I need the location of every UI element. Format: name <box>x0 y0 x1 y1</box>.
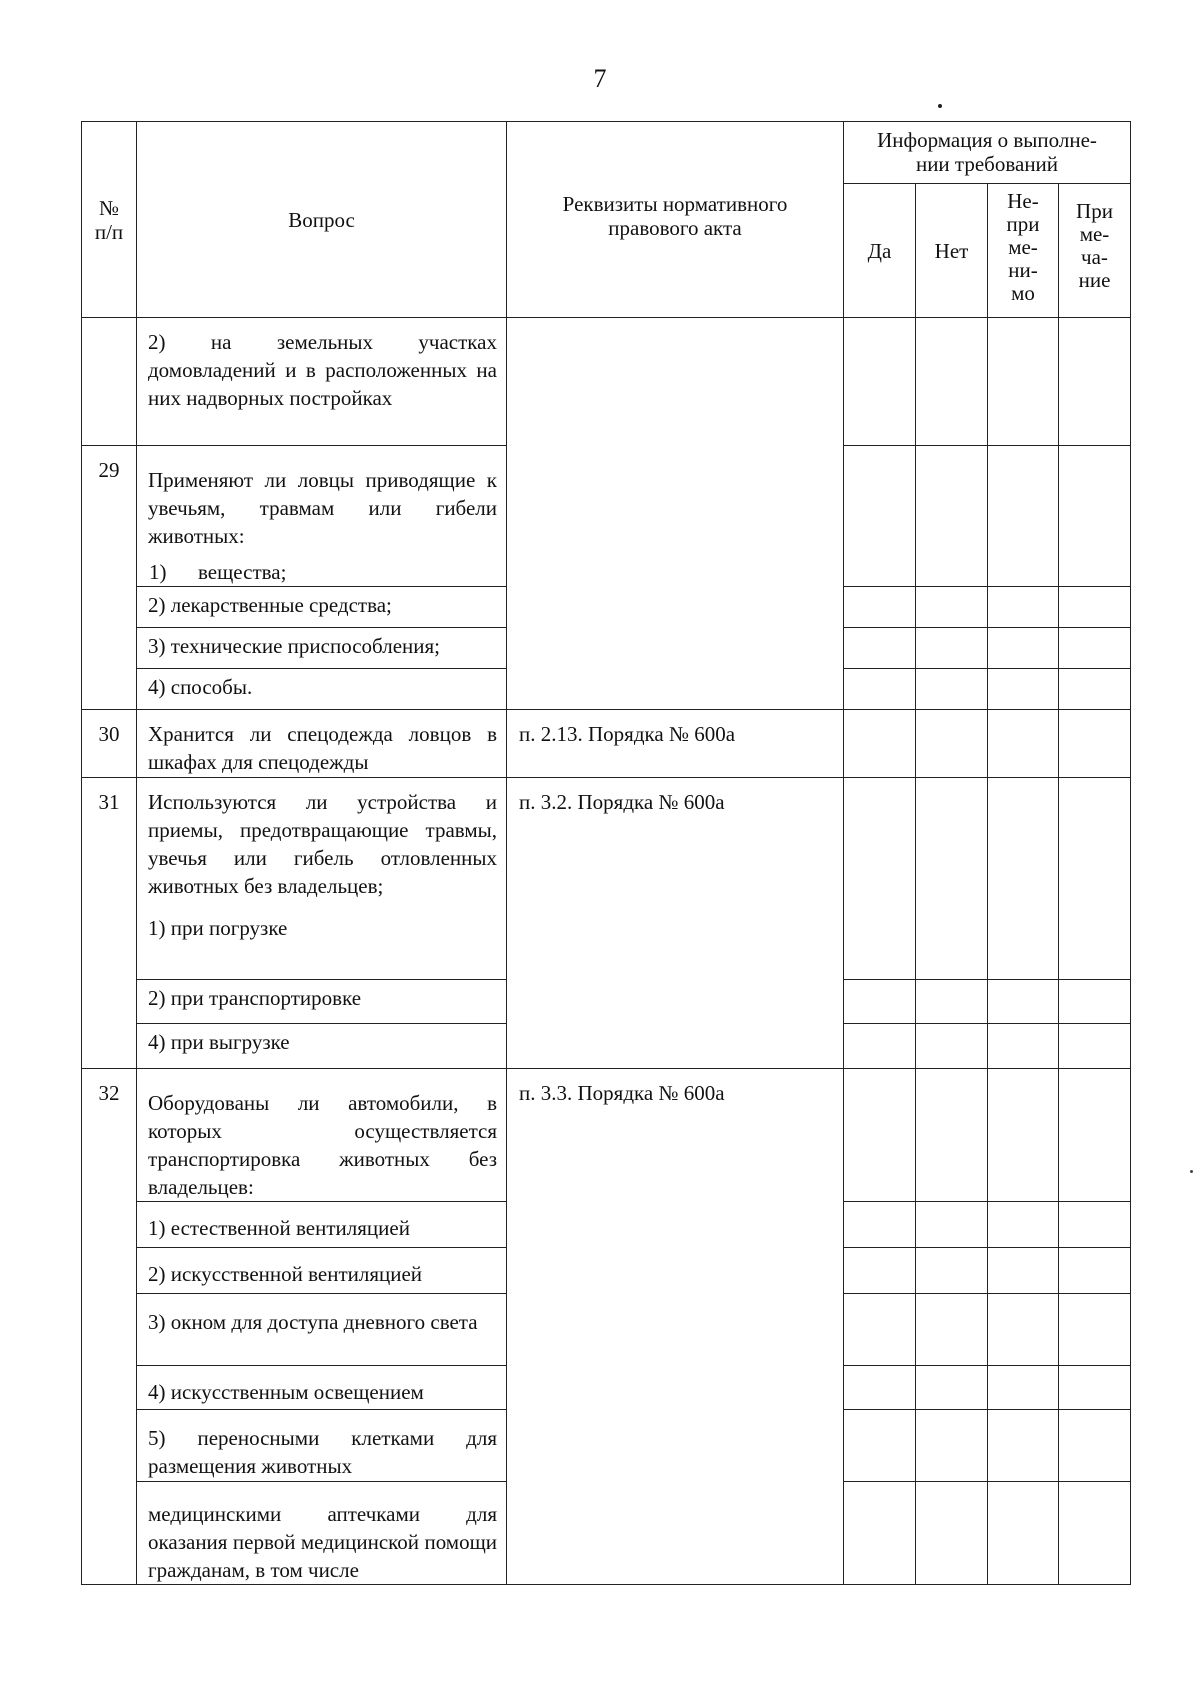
answer-na-cell <box>988 1069 1059 1202</box>
answer-no-cell <box>916 980 988 1024</box>
sub-item: 5) переносными клетками для размещения животных <box>137 1410 507 1482</box>
answer-yes-cell <box>844 710 916 778</box>
scan-speck <box>1190 1170 1193 1173</box>
answer-na-cell <box>988 1294 1059 1366</box>
requisites-cell: п. 3.3. Порядка № 600а <box>507 1069 844 1585</box>
answer-note-cell <box>1059 1248 1131 1294</box>
answer-note-cell <box>1059 628 1131 669</box>
requisites-cell: п. 3.2. Порядка № 600а <box>507 778 844 1069</box>
answer-no-cell <box>916 628 988 669</box>
answer-na-cell <box>988 1248 1059 1294</box>
answer-note-cell <box>1059 318 1131 446</box>
answer-no-cell <box>916 318 988 446</box>
answer-note-cell <box>1059 778 1131 980</box>
answer-na-cell <box>988 669 1059 710</box>
answer-note-cell <box>1059 1069 1131 1202</box>
sub-item: 4) искусственным освещением <box>137 1366 507 1410</box>
sub-item: 4) при выгрузке <box>137 1024 507 1069</box>
answer-no-cell <box>916 1248 988 1294</box>
requisites-cell <box>507 318 844 710</box>
header-no: Нет <box>916 184 988 318</box>
header-question: Вопрос <box>137 122 507 318</box>
answer-no-cell <box>916 446 988 587</box>
answer-note-cell <box>1059 1482 1131 1585</box>
header-not-applicable: Не- при ме- ни- мо <box>988 184 1059 318</box>
answer-yes-cell <box>844 1202 916 1248</box>
row-number: 31 <box>82 778 137 1069</box>
answer-na-cell <box>988 1024 1059 1069</box>
answer-yes-cell <box>844 1366 916 1410</box>
sub-item: 3) технические приспособления; <box>137 628 507 669</box>
answer-yes-cell <box>844 1482 916 1585</box>
answer-note-cell <box>1059 446 1131 587</box>
sub-item: 2) искусственной вентиляцией <box>137 1248 507 1294</box>
question-cell: Хранится ли спецодежда ловцов в шкафах для спецодежды <box>137 710 507 778</box>
answer-note-cell <box>1059 587 1131 628</box>
answer-note-cell <box>1059 1202 1131 1248</box>
answer-no-cell <box>916 710 988 778</box>
sub-item: 1) естественной вентиляцией <box>137 1202 507 1248</box>
answer-note-cell <box>1059 1024 1131 1069</box>
answer-note-cell <box>1059 1294 1131 1366</box>
answer-yes-cell <box>844 1024 916 1069</box>
answer-yes-cell <box>844 628 916 669</box>
header-info: Информация о выполне- нии требований <box>844 122 1131 184</box>
answer-na-cell <box>988 318 1059 446</box>
row-number: 29 <box>82 446 137 710</box>
answer-yes-cell <box>844 1410 916 1482</box>
checklist-table <box>81 121 1131 1585</box>
answer-na-cell <box>988 710 1059 778</box>
sub-item: 3) окном для доступа дневного света <box>137 1294 507 1366</box>
answer-no-cell <box>916 1024 988 1069</box>
sub-item: 2) лекарственные средства; <box>137 587 507 628</box>
answer-no-cell <box>916 1202 988 1248</box>
scan-speck <box>938 104 942 108</box>
answer-na-cell <box>988 1202 1059 1248</box>
answer-note-cell <box>1059 710 1131 778</box>
header-number: № п/п <box>82 122 137 318</box>
answer-na-cell <box>988 1410 1059 1482</box>
answer-na-cell <box>988 778 1059 980</box>
answer-yes-cell <box>844 587 916 628</box>
row-number-cell <box>82 318 137 446</box>
question-cell <box>137 778 507 980</box>
answer-na-cell <box>988 1366 1059 1410</box>
question-text: Используются ли устройства и приемы, предотвращающие травмы, увечья или гибель отловленных животных без владельцев; <box>148 790 497 898</box>
answer-no-cell <box>916 1482 988 1585</box>
answer-yes-cell <box>844 1069 916 1202</box>
question-cell: 2) на земельных участках домовладений и в расположенных на них надворных постройках <box>137 318 507 446</box>
sub-item: 2) при транспортировке <box>137 980 507 1024</box>
sub-item: 1) при погрузке <box>148 916 288 940</box>
answer-note-cell <box>1059 1366 1131 1410</box>
answer-no-cell <box>916 1366 988 1410</box>
answer-no-cell <box>916 669 988 710</box>
answer-na-cell <box>988 980 1059 1024</box>
sub-item: медицинскими аптечками для оказания первой медицинской помощи гражданам, в том числе <box>137 1482 507 1585</box>
answer-yes-cell <box>844 318 916 446</box>
answer-yes-cell <box>844 980 916 1024</box>
answer-na-cell <box>988 587 1059 628</box>
row-number: 32 <box>82 1069 137 1585</box>
answer-yes-cell <box>844 1248 916 1294</box>
question-cell: Оборудованы ли автомобили, в которых осуществляется транспортировка животных без владельцев: <box>137 1069 507 1202</box>
answer-no-cell <box>916 778 988 980</box>
answer-note-cell <box>1059 1410 1131 1482</box>
row-number: 30 <box>82 710 137 778</box>
answer-no-cell <box>916 1294 988 1366</box>
answer-note-cell <box>1059 980 1131 1024</box>
sub-item: 4) способы. <box>137 669 507 710</box>
answer-yes-cell <box>844 778 916 980</box>
answer-no-cell <box>916 587 988 628</box>
answer-no-cell <box>916 1410 988 1482</box>
answer-yes-cell <box>844 669 916 710</box>
header-yes: Да <box>844 184 916 318</box>
answer-na-cell <box>988 1482 1059 1585</box>
page-number: 7 <box>593 64 607 93</box>
answer-na-cell <box>988 628 1059 669</box>
header-requisites: Реквизиты нормативного правового акта <box>507 122 844 318</box>
header-note: При ме- ча- ние <box>1059 184 1131 318</box>
sub-item: 1) вещества; <box>149 560 287 584</box>
answer-no-cell <box>916 1069 988 1202</box>
requisites-cell: п. 2.13. Порядка № 600а <box>507 710 844 778</box>
answer-yes-cell <box>844 1294 916 1366</box>
answer-na-cell <box>988 446 1059 587</box>
question-cell: Применяют ли ловцы приводящие к увечьям, травмам или гибели животных: <box>137 446 507 587</box>
answer-note-cell <box>1059 669 1131 710</box>
answer-yes-cell <box>844 446 916 587</box>
